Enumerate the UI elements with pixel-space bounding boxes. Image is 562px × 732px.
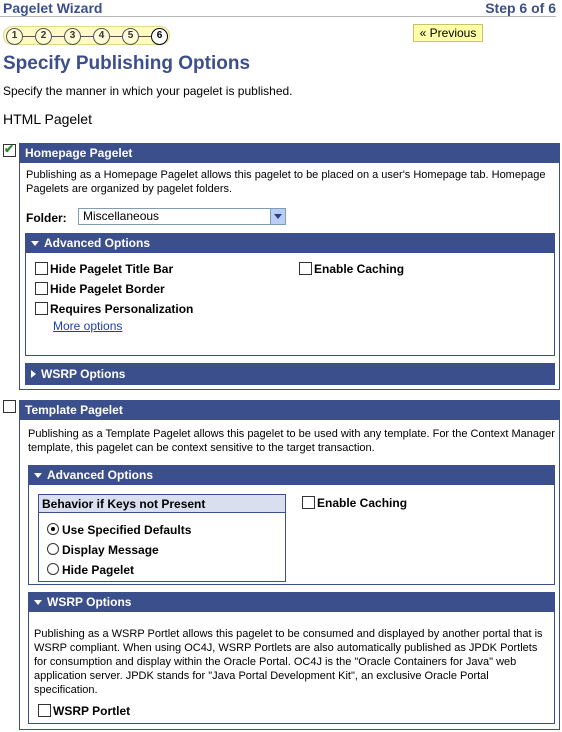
requires-personalization-label: Requires Personalization (50, 302, 194, 316)
behavior-group (38, 494, 286, 582)
wsrp-description: Publishing as a WSRP Portlet allows this pagelet to be consumed and displayed by another portal that is WSRP compliant. When using OC4J, WSRP Portlets are also automatically published as JPDK Portlets for consumption and display within the Oracle Portal. OC4J is the "Oracle Containers for Java" web application server. JPDK stands for "Java Portal Development Kit", an exclusive Oracle Portal specification. (34, 628, 543, 696)
header-divider (0, 16, 556, 17)
homepage-pagelet-checkbox[interactable] (3, 144, 16, 157)
step-6-current: 6 (151, 28, 168, 45)
template-wsrp-label: WSRP Options (47, 595, 132, 609)
previous-button[interactable]: « Previous (413, 24, 483, 42)
homepage-wsrp-options (25, 363, 555, 385)
more-options-link[interactable]: More options (53, 319, 123, 333)
hide-pagelet-radio[interactable] (47, 563, 59, 575)
homepage-wsrp-label: WSRP Options (41, 367, 126, 381)
template-wsrp-options (28, 592, 555, 724)
step-3[interactable]: 3 (64, 28, 81, 45)
step-1[interactable]: 1 (6, 28, 23, 45)
behavior-group-title: Behavior if Keys not Present (39, 495, 285, 513)
wsrp-portlet-checkbox[interactable] (38, 704, 51, 717)
chevron-down-icon[interactable] (270, 209, 285, 224)
template-enable-caching-label: Enable Caching (317, 496, 408, 510)
wizard-step-tracker (3, 26, 170, 45)
template-wsrp-header[interactable] (29, 593, 554, 612)
use-defaults-label: Use Specified Defaults (62, 523, 192, 537)
hide-border-checkbox[interactable] (35, 282, 48, 295)
template-enable-caching-checkbox[interactable] (302, 496, 315, 509)
display-message-radio[interactable] (47, 543, 59, 555)
hide-title-bar-label: Hide Pagelet Title Bar (50, 262, 174, 276)
homepage-advanced-header[interactable] (26, 234, 554, 253)
hide-border-label: Hide Pagelet Border (50, 282, 165, 296)
step-5[interactable]: 5 (122, 28, 139, 45)
folder-select[interactable] (78, 208, 286, 225)
homepage-advanced-label: Advanced Options (44, 236, 151, 250)
template-advanced-label: Advanced Options (47, 468, 154, 482)
template-advanced-header[interactable] (29, 466, 554, 485)
template-pagelet-header: Template Pagelet (20, 401, 559, 420)
homepage-enable-caching-label: Enable Caching (314, 262, 405, 276)
template-advanced-options (28, 465, 555, 585)
homepage-description: Publishing as a Homepage Pagelet allows this pagelet to be placed on a user's Homepage tab. Homepage Pagelets are organized by pagelet folders. (26, 169, 546, 195)
step-4[interactable]: 4 (93, 28, 110, 45)
hide-pagelet-label: Hide Pagelet (62, 563, 135, 577)
template-description: Publishing as a Template Pagelet allows this pagelet to be used with any template. For the Context Manager template, this pagelet can be context sensitive to the target transaction. (28, 428, 555, 454)
folder-select-value: Miscellaneous (83, 209, 160, 223)
wizard-step-indicator: Step 6 of 6 (485, 0, 556, 16)
page-description: Specify the manner in which your pagelet is published. (3, 84, 293, 98)
display-message-label: Display Message (62, 543, 159, 557)
homepage-enable-caching-checkbox[interactable] (299, 262, 312, 275)
wizard-title: Pagelet Wizard (3, 0, 103, 16)
pagelet-name: HTML Pagelet (3, 111, 92, 127)
hide-title-bar-checkbox[interactable] (35, 262, 48, 275)
homepage-pagelet-header: Homepage Pagelet (20, 144, 559, 163)
requires-personalization-checkbox[interactable] (35, 302, 48, 315)
folder-label: Folder: (26, 211, 67, 225)
homepage-wsrp-header[interactable] (26, 364, 554, 384)
use-defaults-radio[interactable] (47, 523, 59, 535)
homepage-advanced-options (25, 233, 555, 356)
homepage-pagelet-section (19, 143, 560, 390)
template-pagelet-section (19, 400, 560, 730)
page-title: Specify Publishing Options (3, 53, 251, 74)
step-2[interactable]: 2 (35, 28, 52, 45)
wsrp-portlet-label: WSRP Portlet (53, 704, 131, 718)
template-pagelet-checkbox[interactable] (3, 400, 16, 413)
